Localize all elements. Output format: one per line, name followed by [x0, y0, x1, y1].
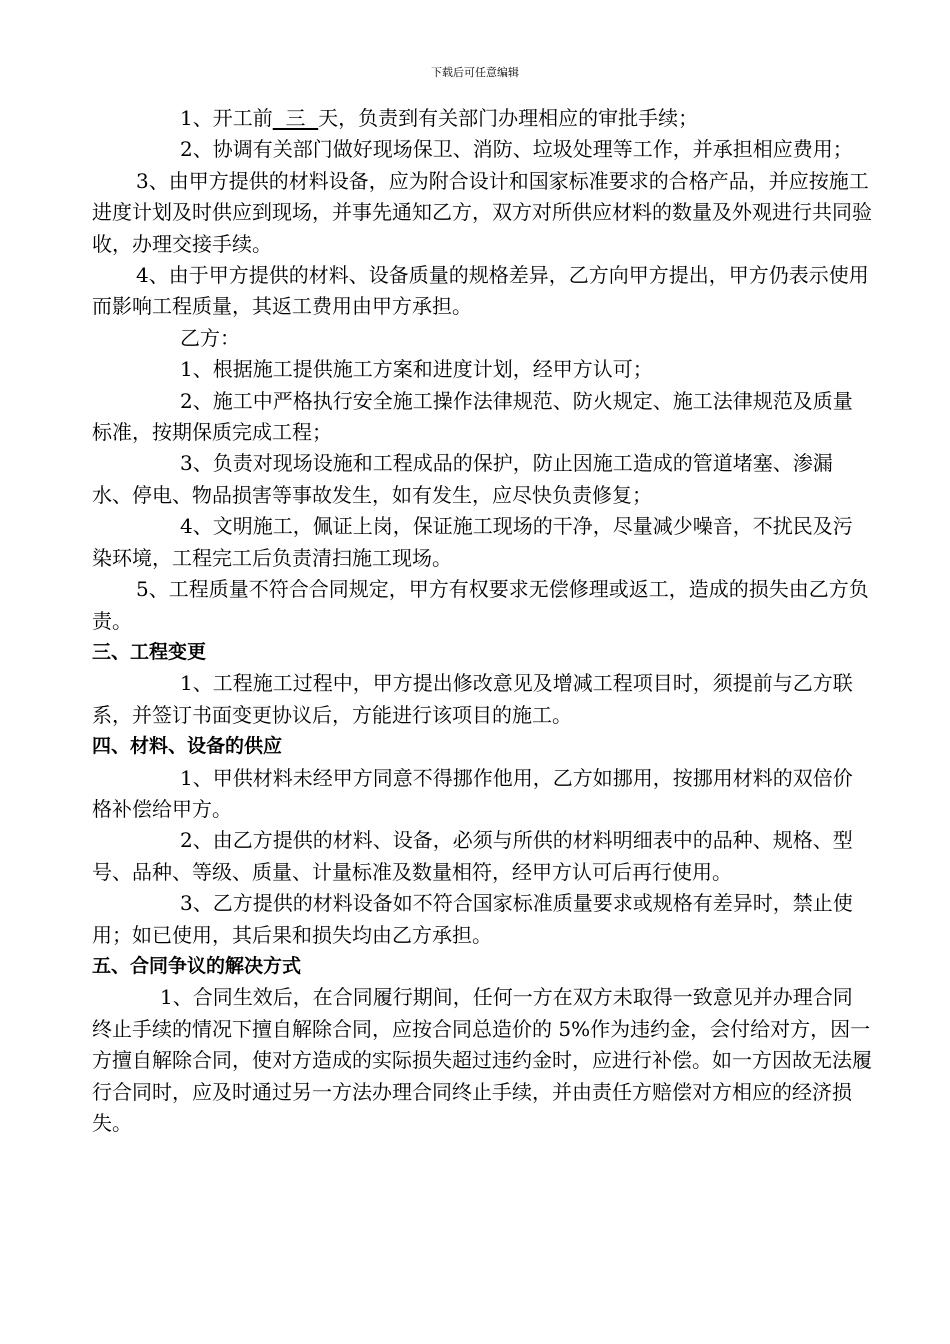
jiafang-item-3: 3、由甲方提供的材料设备，应为附合设计和国家标准要求的合格产品，并应按施工进度计划及时供应到现场，并事先通知乙方，双方对所供应材料的数量及外观进行共同验收，办理交接手续。: [92, 168, 872, 256]
yifang-label: 乙方：: [180, 325, 240, 350]
section-4-item-2: 2、由乙方提供的材料、设备，必须与所供的材料明细表中的品种、规格、型号、品种、等级、质量、计量标准及数量相符，经甲方认可后再行使用。: [92, 828, 853, 884]
yifang-item-1: 1、根据施工提供施工方案和进度计划，经甲方认可；: [180, 357, 653, 382]
contract-page-body: [92, 103, 872, 1139]
jiafang-item-2: 2、协调有关部门做好现场保卫、消防、垃圾处理等工作，并承担相应费用；: [180, 137, 853, 162]
jiafang-item-1-suffix: 天，负责到有关部门办理相应的审批手续；: [318, 106, 699, 130]
yifang-item-4: 4、文明施工，佩证上岗，保证施工现场的干净，尽量减少噪音，不扰民及污染环境，工程完工后负责清扫施工现场。: [92, 514, 853, 570]
section-3-item-1: 1、工程施工过程中，甲方提出修改意见及增减工程项目时，须提前与乙方联系，并签订书面变更协议后，方能进行该项目的施工。: [92, 671, 853, 727]
page-header-note: 下载后可任意编辑: [431, 66, 519, 79]
section-4-item-1: 1、甲供材料未经甲方同意不得挪作他用，乙方如挪用，按挪用材料的双倍价格补偿给甲方。: [92, 765, 853, 821]
section-3-title: 三、工程变更: [92, 640, 207, 663]
jiafang-item-1: [92, 103, 872, 134]
yifang-item-3: 3、负责对现场设施和工程成品的保护，防止因施工造成的管道堵塞、渗漏水、停电、物品损害等事故发生，如有发生，应尽快负责修复；: [92, 451, 833, 507]
section-5-item-1: 1、合同生效后，在合同履行期间，任何一方在双方未取得一致意见并办理合同终止手续的情况下擅自解除合同，应按合同总造价的 5%作为违约金，会付给对方，因一方擅自解除合同，使对方造成的实际损失超过违约金时，应进行补偿。如一方因故无法履行合同时，应及时通过另一方法办理合同终止手续，并由责任方赔偿对方相应的经济损失。: [92, 985, 872, 1135]
yifang-item-5: 5、工程质量不符合合同规定，甲方有权要求无偿修理或返工，造成的损失由乙方负责。: [92, 577, 869, 633]
jiafang-item-1-blank: 三: [272, 106, 319, 130]
yifang-item-2: 2、施工中严格执行安全施工操作法律规范、防火规定、施工法律规范及质量标准，按期保质完成工程；: [92, 388, 853, 445]
section-5-title: 五、合同争议的解决方式: [92, 954, 302, 977]
jiafang-item-1-prefix: 1、开工前: [180, 106, 273, 130]
section-4-item-3: 3、乙方提供的材料设备如不符合国家标准质量要求或规格有差异时，禁止使用；如已使用，其后果和损失均由乙方承担。: [92, 891, 853, 947]
jiafang-item-4: 4、由于甲方提供的材料、设备质量的规格差异，乙方向甲方提出，甲方仍表示使用而影响工程质量，其返工费用由甲方承担。: [92, 263, 869, 319]
section-4-title: 四、材料、设备的供应: [92, 735, 283, 758]
